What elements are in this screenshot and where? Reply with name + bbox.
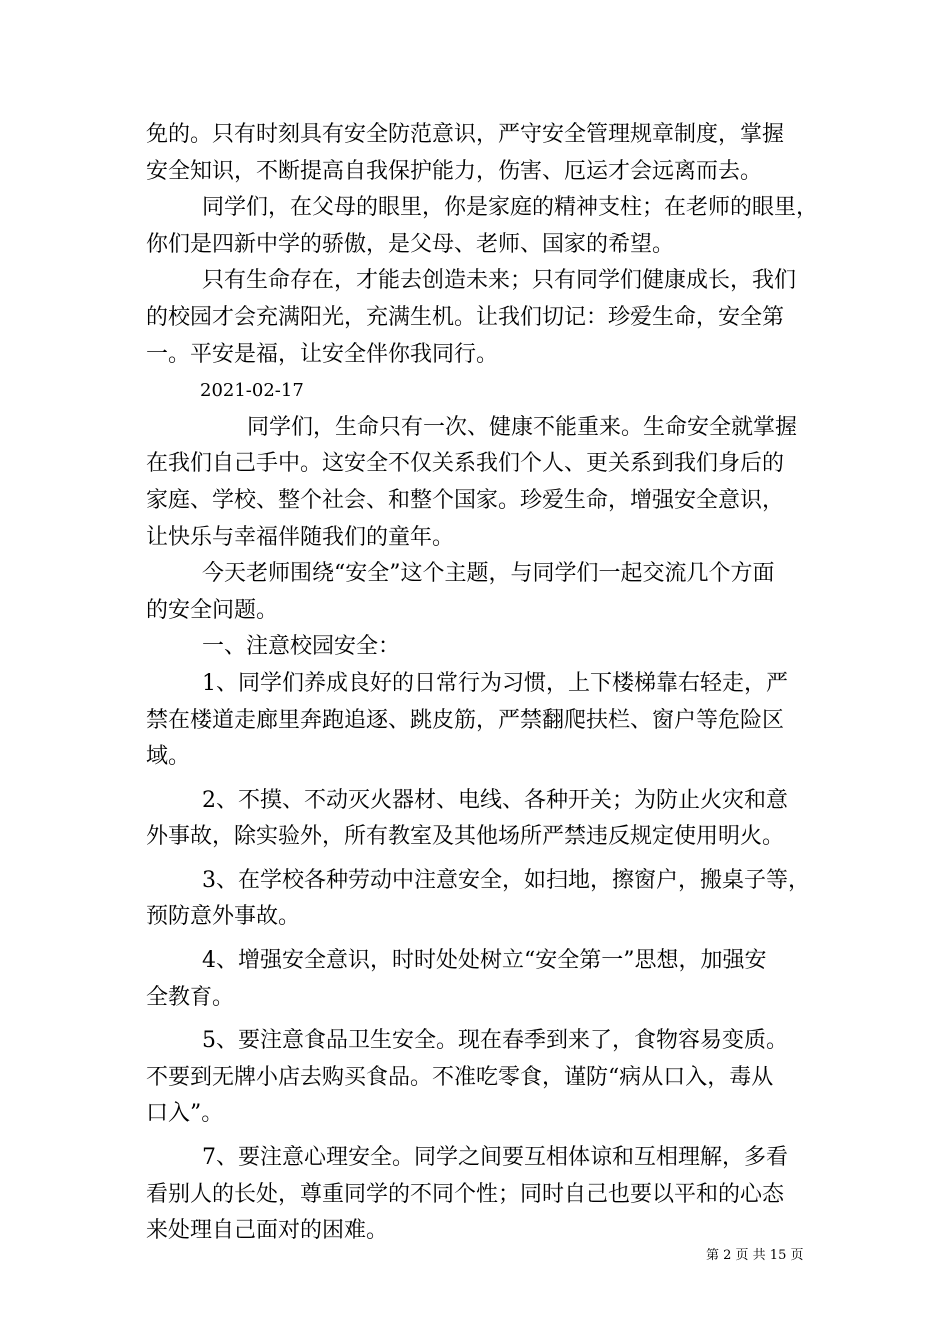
paragraph-life-future — [146, 263, 811, 373]
text-line: 同学们，生命只有一次、健康不能重来。生命安全就掌握 — [247, 414, 798, 440]
text-line: 的校园才会充满阳光，充满生机。让我们切记：珍爱生命，安全第 — [146, 304, 785, 330]
text-line: 的安全问题。 — [146, 597, 279, 623]
text-line: 外事故，除实验外，所有教室及其他场所严禁违反规定使用明火。 — [146, 824, 785, 850]
text-line: 安全知识，不断提高自我保护能力，伤害、厄运才会远离而去。 — [146, 158, 763, 184]
text-line: 5、要注意食品卫生安全。现在春季到来了，食物容易变质。 — [202, 1028, 788, 1054]
text-line: 让快乐与幸福伴随我们的童年。 — [146, 524, 455, 550]
text-line: 1、同学们养成良好的日常行为习惯，上下楼梯靠右轻走，严 — [202, 670, 788, 696]
heading-campus-safety: 一、注意校园安全： — [202, 634, 401, 660]
list-item — [146, 783, 811, 856]
text-line: 你们是四新中学的骄傲，是父母、老师、国家的希望。 — [146, 231, 675, 257]
list-item — [146, 863, 811, 936]
paragraph-life-once — [146, 410, 811, 556]
text-line: 今天老师围绕“安全”这个主题，与同学们一起交流几个方面 — [202, 561, 775, 587]
text-line: 同学们，在父母的眼里，你是家庭的精神支柱；在老师的眼里， — [202, 195, 819, 221]
text-line: 禁在楼道走廊里奔跑追逐、跳皮筋，严禁翻爬扶栏、窗户等危险区 — [146, 707, 785, 733]
text-line: 2、不摸、不动灭火器材、电线、各种开关；为防止火灾和意 — [202, 787, 788, 813]
text-line: 3、在学校各种劳动中注意安全，如扫地，擦窗户，搬桌子等， — [202, 867, 810, 893]
text-line: 免的。只有时刻具有安全防范意识，严守安全管理规章制度，掌握 — [146, 122, 785, 147]
list-item — [146, 666, 811, 776]
text-line: 在我们自己手中。这安全不仅关系我们个人、更关系到我们身后的 — [146, 451, 785, 477]
date-line — [146, 373, 811, 410]
text-line: 域。 — [146, 744, 191, 770]
page-number: 第 2 页 共 15 页 — [706, 1248, 804, 1263]
text-line: 来处理自己面对的困难。 — [146, 1218, 389, 1244]
list-item — [146, 1023, 811, 1133]
text-line: 不要到无牌小店去购买食品。不准吃零食，谨防“病从口入，毒从 — [146, 1064, 774, 1090]
text-line: 看别人的长处，尊重同学的不同个性；同时自己也要以平和的心态 — [146, 1181, 785, 1207]
list-item — [146, 943, 811, 1016]
paragraph-continuation — [146, 117, 811, 190]
text-line: 家庭、学校、整个社会、和整个国家。珍爱生命，增强安全意识， — [146, 487, 785, 513]
text-line: 一。平安是福，让安全伴你我同行。 — [146, 341, 499, 367]
body-text — [146, 117, 819, 1250]
document-date: 2021-02-17 — [200, 380, 304, 402]
text-line: 预防意外事故。 — [146, 904, 301, 930]
text-line: 只有生命存在，才能去创造未来；只有同学们健康成长，我们 — [202, 268, 797, 294]
paragraph-topic-intro — [146, 556, 811, 629]
text-line: 口入”。 — [146, 1101, 224, 1127]
text-line: 全教育。 — [146, 984, 235, 1010]
text-line: 4、增强安全意识，时时处处树立“安全第一”思想，加强安 — [202, 948, 767, 974]
text-line: 7、要注意心理安全。同学之间要互相体谅和互相理解，多看 — [202, 1145, 788, 1171]
list-item — [146, 1140, 811, 1250]
section-heading — [146, 629, 811, 666]
paragraph-parents-teachers — [146, 190, 819, 263]
